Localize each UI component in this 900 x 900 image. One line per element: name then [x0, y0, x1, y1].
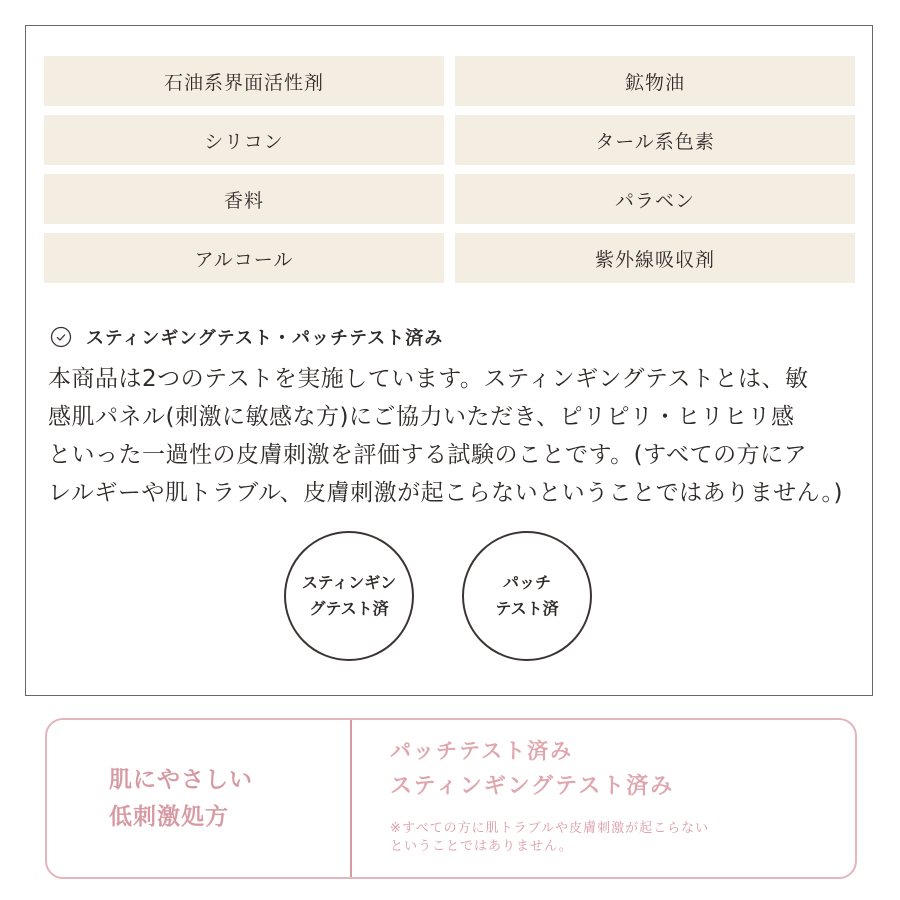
description-line: 本商品は2つのテストを実施しています。スティンギングテストとは、敏 [48, 366, 809, 392]
banner-note-line: ※すべての方に肌トラブルや皮膚刺激が起こらない [390, 821, 710, 836]
badge-line: テスト済 [495, 599, 559, 618]
ingredient-cell: アルコール [44, 233, 444, 283]
ingredient-cell: 香料 [44, 174, 444, 224]
check-circle-icon [50, 326, 72, 348]
banner-title-stinging: スティンギングテスト済み [390, 774, 675, 799]
description-line: レルギーや肌トラブル、皮膚刺激が起こらないということではありません。) [48, 480, 844, 506]
badge-line: スティンギン [301, 573, 397, 592]
banner-note [390, 820, 709, 856]
banner-left-line: 低刺激処方 [109, 803, 229, 830]
ingredient-cell: パラベン [455, 174, 855, 224]
low-irritation-banner [45, 718, 857, 879]
badge-line: パッチ [502, 573, 551, 592]
ingredient-cell: 紫外線吸収剤 [455, 233, 855, 283]
patch-test-badge [462, 531, 592, 661]
badge-group [284, 531, 592, 661]
test-heading-text: スティンギングテスト・パッチテスト済み [86, 328, 444, 349]
info-card [25, 25, 873, 696]
test-description [48, 360, 863, 512]
ingredient-cell: タール系色素 [455, 115, 855, 165]
free-from-ingredients-grid [44, 56, 855, 283]
description-line: 感肌パネル(刺激に敏感な方)にご協力いただき、ピリピリ・ヒリヒリ感 [48, 404, 795, 430]
test-heading [50, 324, 443, 350]
badge-line: グテスト済 [309, 599, 389, 618]
banner-title-patch: パッチテスト済み [390, 739, 574, 763]
banner-right [352, 720, 709, 877]
ingredient-cell: 石油系界面活性剤 [44, 56, 444, 106]
ingredient-cell: 鉱物油 [455, 56, 855, 106]
banner-left-line: 肌にやさしい [109, 766, 253, 793]
stinging-test-badge [284, 531, 414, 661]
banner-note-line: ということではありません。 [390, 839, 573, 854]
description-line: といった一過性の皮膚刺激を評価する試験のことです。(すべての方にア [48, 442, 808, 468]
banner-left [47, 720, 352, 877]
ingredient-cell: シリコン [44, 115, 444, 165]
